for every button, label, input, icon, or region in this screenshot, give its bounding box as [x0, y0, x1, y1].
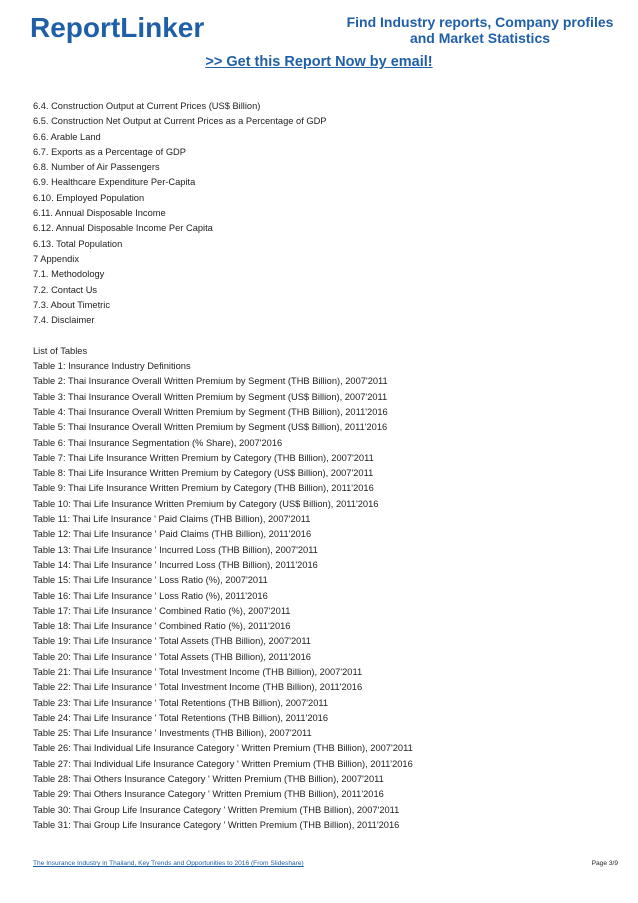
table-list-item: Table 29: Thai Others Insurance Category ' Written Premium (THB Billion), 2011'2016 [33, 789, 384, 800]
table-list-item: Table 24: Thai Life Insurance ' Total Retentions (THB Billion), 2011'2016 [33, 712, 329, 723]
toc-item: 6.10. Employed Population [33, 192, 145, 203]
toc-item: 6.9. Healthcare Expenditure Per-Capita [33, 177, 196, 188]
table-list-item: Table 14: Thai Life Insurance ' Incurred Loss (THB Billion), 2011'2016 [33, 559, 318, 570]
toc-item: 7.1. Methodology [33, 269, 105, 280]
toc-item: 7 Appendix [33, 253, 80, 264]
toc-item: 6.12. Annual Disposable Income Per Capita [33, 223, 213, 234]
table-list-item: Table 31: Thai Group Life Insurance Category ' Written Premium (THB Billion), 2011'2016 [33, 819, 400, 830]
get-report-link[interactable]: >> Get this Report Now by email! [205, 54, 433, 70]
toc-item: 6.8. Number of Air Passengers [33, 162, 160, 173]
section-spacer [33, 328, 613, 343]
toc-item: 6.5. Construction Net Output at Current Prices as a Percentage of GDP [33, 116, 327, 127]
table-list-item: Table 30: Thai Group Life Insurance Category ' Written Premium (THB Billion), 2007'2011 [33, 804, 400, 815]
list-of-tables-heading: List of Tables [33, 345, 88, 356]
table-list-item: Table 18: Thai Life Insurance ' Combined Ratio (%), 2011'2016 [33, 621, 291, 632]
table-list-item: Table 23: Thai Life Insurance ' Total Retentions (THB Billion), 2007'2011 [33, 697, 329, 708]
table-list-item: Table 8: Thai Life Insurance Written Premium by Category (US$ Billion), 2007'2011 [33, 468, 374, 479]
table-list-item: Table 12: Thai Life Insurance ' Paid Claims (THB Billion), 2011'2016 [33, 529, 312, 540]
table-list-item: Table 15: Thai Life Insurance ' Loss Ratio (%), 2007'2011 [33, 575, 268, 586]
tables-list [33, 359, 613, 833]
table-list-item: Table 16: Thai Life Insurance ' Loss Ratio (%), 2011'2016 [33, 590, 268, 601]
toc-item: 6.13. Total Population [33, 238, 123, 249]
table-list-item: Table 2: Thai Insurance Overall Written Premium by Segment (THB Billion), 2007'2011 [33, 376, 388, 387]
header-tagline [330, 14, 630, 46]
reportlinker-logo[interactable]: ReportLinker [30, 12, 205, 43]
table-list-item: Table 7: Thai Life Insurance Written Premium by Category (THB Billion), 2007'2011 [33, 452, 374, 463]
table-list-item: Table 17: Thai Life Insurance ' Combined Ratio (%), 2007'2011 [33, 605, 291, 616]
table-list-item: Table 22: Thai Life Insurance ' Total Investment Income (THB Billion), 2011'2016 [33, 682, 363, 693]
toc-item: 6.4. Construction Output at Current Prices (US$ Billion) [33, 101, 261, 111]
table-list-item: Table 3: Thai Insurance Overall Written Premium by Segment (US$ Billion), 2007'2011 [33, 391, 388, 402]
toc-item: 7.3. About Timetric [33, 299, 110, 310]
table-list-item: Table 21: Thai Life Insurance ' Total Investment Income (THB Billion), 2007'2011 [33, 666, 363, 677]
table-list-item: Table 6: Thai Insurance Segmentation (% Share), 2007'2016 [33, 437, 283, 448]
table-list-item: Table 28: Thai Others Insurance Category ' Written Premium (THB Billion), 2007'2011 [33, 774, 384, 785]
document-body [33, 99, 613, 833]
table-list-item: Table 19: Thai Life Insurance ' Total Assets (THB Billion), 2007'2011 [33, 636, 311, 647]
table-list-item: Table 13: Thai Life Insurance ' Incurred Loss (THB Billion), 2007'2011 [33, 544, 318, 555]
table-list-item: Table 5: Thai Insurance Overall Written Premium by Segment (US$ Billion), 2011'2016 [33, 422, 388, 433]
toc-item: 6.7. Exports as a Percentage of GDP [33, 146, 186, 157]
page-number: Page 3/9 [591, 860, 618, 867]
table-list-item: Table 11: Thai Life Insurance ' Paid Claims (THB Billion), 2007'2011 [33, 514, 311, 525]
table-list-item: Table 26: Thai Individual Life Insurance Category ' Written Premium (THB Billion), 2007'2011 [33, 743, 413, 754]
table-list-item: Table 20: Thai Life Insurance ' Total Assets (THB Billion), 2011'2016 [33, 651, 311, 662]
table-list-item: Table 1: Insurance Industry Definitions [33, 361, 191, 372]
toc-list [33, 99, 613, 328]
tagline-line-1: Find Industry reports, Company profiles [346, 14, 614, 30]
toc-item: 7.4. Disclaimer [33, 315, 95, 326]
toc-item: 6.11. Annual Disposable Income [33, 208, 166, 219]
toc-item: 6.6. Arable Land [33, 131, 101, 142]
table-list-item: Table 27: Thai Individual Life Insurance Category ' Written Premium (THB Billion), 2011'2016 [33, 758, 413, 769]
table-list-item: Table 10: Thai Life Insurance Written Premium by Category (US$ Billion), 2011'2016 [33, 498, 379, 509]
table-list-item: Table 9: Thai Life Insurance Written Premium by Category (THB Billion), 2011'2016 [33, 483, 374, 494]
tagline-line-2: and Market Statistics [409, 30, 551, 46]
table-list-item: Table 4: Thai Insurance Overall Written Premium by Segment (THB Billion), 2011'2016 [33, 406, 388, 417]
table-list-item: Table 25: Thai Life Insurance ' Investments (THB Billion), 2007'2011 [33, 728, 312, 739]
toc-item: 7.2. Contact Us [33, 284, 98, 295]
footer-source-link[interactable]: The Insurance Industry in Thailand, Key Trends and Opportunities to 2016 (From Slideshare) [33, 860, 304, 867]
